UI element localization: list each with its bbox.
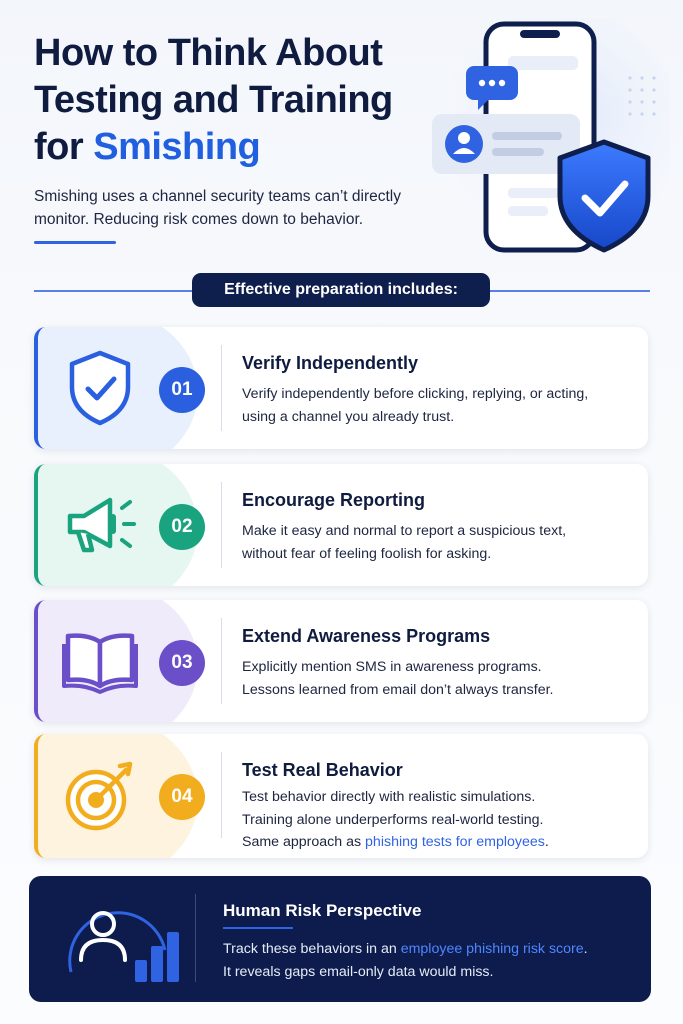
card-divider: [221, 482, 222, 568]
target-icon: [60, 754, 140, 834]
banner-body-line: It reveals gaps email-only data would miss.: [223, 963, 494, 980]
page-title: [34, 30, 434, 171]
card-heading: Extend Awareness Programs: [242, 626, 491, 646]
card-body: [242, 383, 637, 428]
card-body-line: Make it easy and normal to report a suspicious text,: [242, 523, 567, 539]
card-heading: Test Real Behavior: [242, 760, 403, 780]
card-body-text: Same approach as: [242, 834, 366, 850]
section-rule-right: [490, 290, 650, 292]
card-body-line: Lessons learned from email don’t always transfer.: [242, 681, 554, 698]
card-body-line: [242, 831, 637, 854]
banner-body-line: [223, 938, 643, 961]
card-heading: Verify Independently: [242, 353, 419, 373]
card-body-line: Test behavior directly with realistic simulations.: [242, 789, 536, 805]
card-body-line: Explicitly mention SMS in awareness programs.: [242, 659, 542, 675]
card-body-line: Verify independently before clicking, replying, or acting,: [242, 386, 589, 402]
step-number: 01: [159, 367, 205, 413]
open-book-icon: [60, 620, 140, 700]
step-number: 02: [159, 504, 205, 550]
step-number: 04: [159, 774, 205, 820]
banner-underline: [223, 927, 293, 929]
card-divider: [221, 618, 222, 704]
card-test-real-behavior: [34, 734, 648, 858]
phishing-tests-link[interactable]: phishing tests for employees: [365, 834, 545, 850]
section-rule-left: [34, 290, 194, 292]
card-extend-awareness-programs: [34, 600, 648, 722]
section-label: Effective preparation includes:: [192, 273, 490, 307]
card-body-text: .: [544, 834, 549, 850]
card-divider: [221, 752, 222, 838]
card-divider: [221, 345, 222, 431]
card-body: [242, 656, 637, 701]
megaphone-icon: [60, 484, 140, 564]
title-accent-word: Smishing: [93, 126, 261, 168]
intro-text: Smishing uses a channel security teams can’t directly monitor. Reducing risk comes down to behavior.: [34, 188, 401, 228]
card-verify-independently: [34, 327, 648, 449]
user-bar-chart-icon: [55, 890, 195, 990]
banner-divider: [195, 894, 196, 982]
step-number: 03: [159, 640, 205, 686]
card-body-line: Training alone underperforms real-world testing.: [242, 811, 544, 828]
card-body-line: without fear of feeling foolish for asking.: [242, 545, 492, 562]
banner-body-text: Track these behaviors in an: [223, 941, 401, 957]
card-body: [242, 786, 637, 854]
shield-check-icon: [60, 347, 140, 427]
banner-heading: Human Risk Perspective: [223, 901, 422, 920]
title-line-3-prefix: for: [34, 126, 94, 168]
banner-body: [223, 938, 643, 983]
card-body: [242, 520, 637, 565]
intro-underline: [34, 241, 116, 244]
risk-score-link[interactable]: employee phishing risk score: [400, 941, 584, 957]
title-line-1: How to Think About: [34, 32, 383, 74]
card-encourage-reporting: [34, 464, 648, 586]
human-risk-banner: [29, 876, 651, 1002]
phone-shield-illustration: [420, 18, 670, 268]
card-heading: Encourage Reporting: [242, 490, 426, 510]
title-line-2: Testing and Training: [34, 79, 393, 121]
banner-body-text: .: [583, 941, 588, 957]
card-body-line: using a channel you already trust.: [242, 408, 455, 425]
